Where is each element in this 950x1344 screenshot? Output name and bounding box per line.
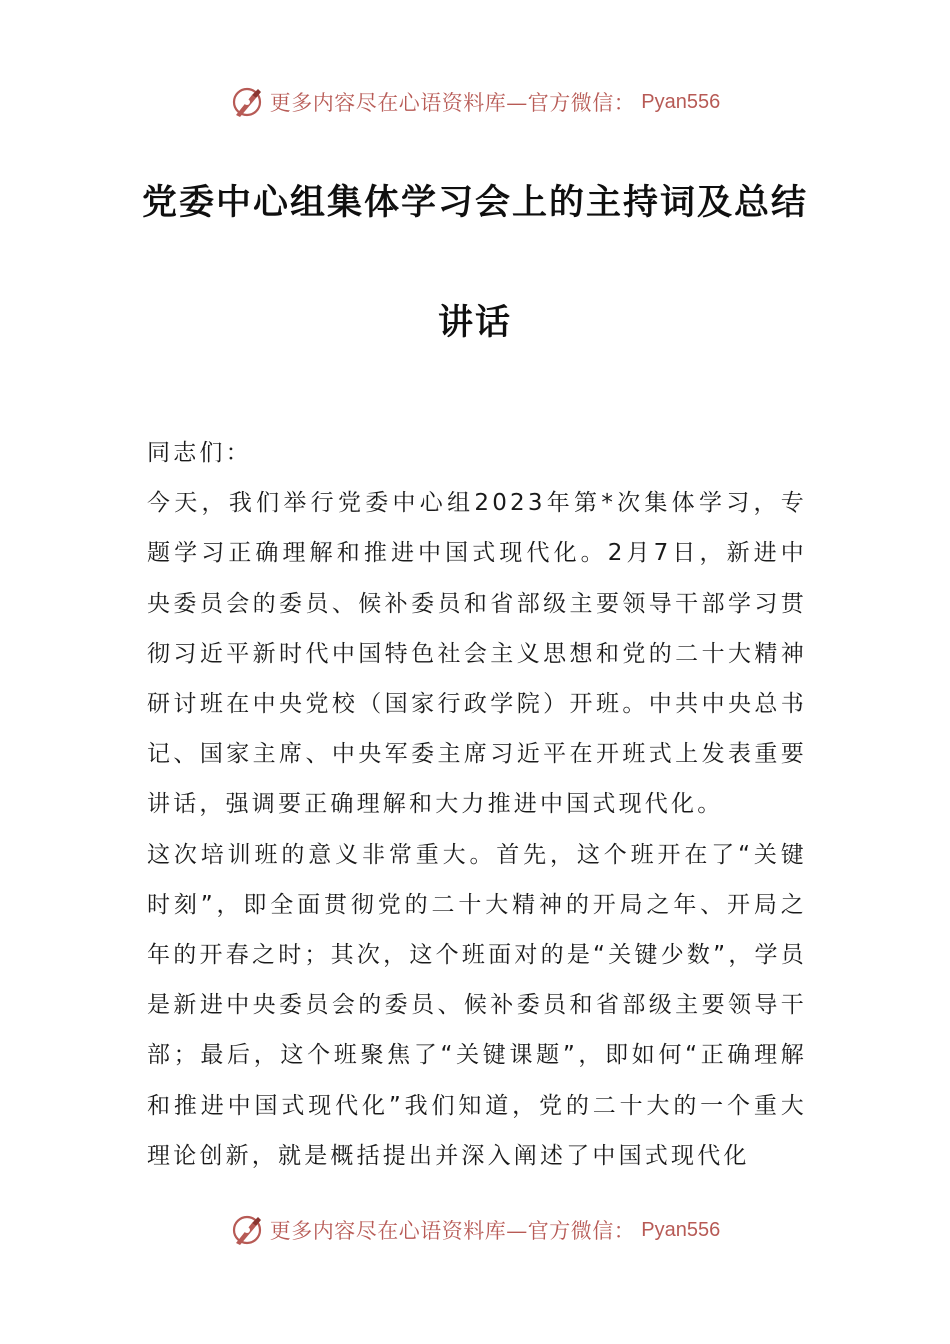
header-banner [0,82,950,122]
footer-banner [0,1210,950,1250]
document-title-line-1: 党委中心组集体学习会上的主持词及总结 [141,183,808,223]
pen-circle-logo-icon [230,85,264,119]
salutation: 同志们： [147,440,252,466]
header-banner-wechat-id: Pyan556 [641,90,721,113]
footer-banner-text: 更多内容尽在心语资料库—官方微信： [269,1219,636,1243]
document-body [147,428,807,1181]
header-banner-text: 更多内容尽在心语资料库—官方微信： [269,91,636,115]
footer-banner-wechat-id: Pyan556 [641,1218,721,1241]
body-paragraph-1: 今天，我们举行党委中心组2023年第*次集体学习，专题学习正确理解和推进中国式现代化。2月7日，新进中央委员会的委员、候补委员和省部级主要领导干部学习贯彻习近平新时代中国特色社会主义思想和党的二十大精神研讨班在中央党校（国家行政学院）开班。中共中央总书记、国家主席、中央军委主席习近平在开班式上发表重要讲话，强调要正确理解和大力推进中国式现代化。 [147,490,807,818]
document-title-line-2: 讲话 [437,303,512,343]
pen-circle-logo-icon [230,1213,264,1247]
body-paragraph-2: 这次培训班的意义非常重大。首先，这个班开在了“关键时刻”，即全面贯彻党的二十大精神的开局之年、开局之年的开春之时；其次，这个班面对的是“关键少数”，学员是新进中央委员会的委员、候补委员和省部级主要领导干部；最后，这个班聚焦了“关键课题”，即如何“正确理解和推进中国式现代化”我们知道，党的二十大的一个重大理论创新，就是概括提出并深入阐述了中国式现代化 [147,841,807,1169]
